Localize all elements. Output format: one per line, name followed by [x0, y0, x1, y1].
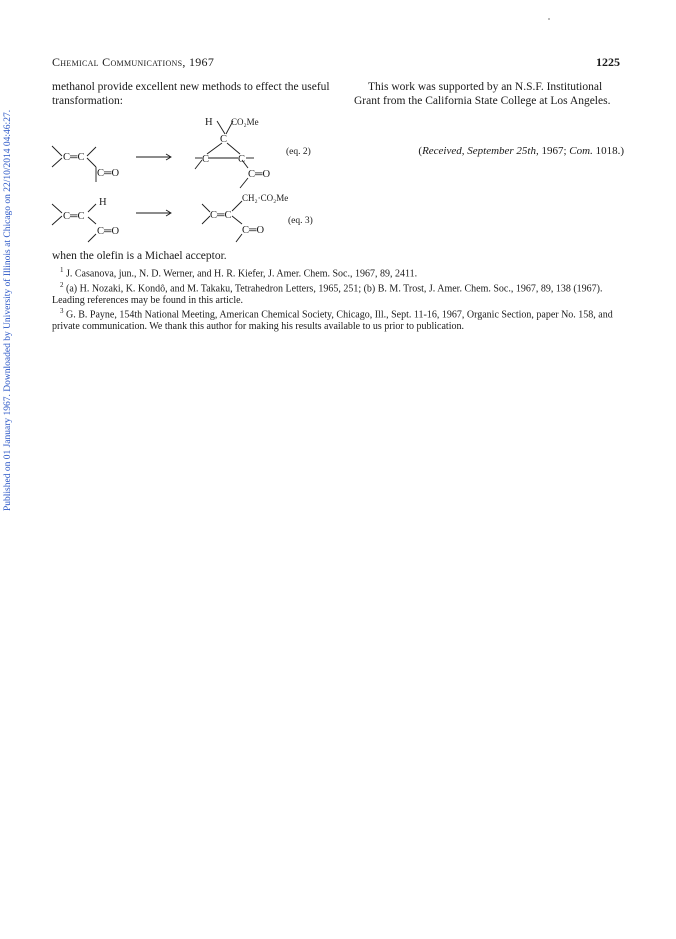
received-date: Received, September 25th, — [422, 145, 539, 157]
acknowledgement-text: This work was supported by an N.S.F. Institutional Grant from the California State College at Los Angeles. — [354, 81, 611, 107]
received-com: Com. — [569, 145, 593, 157]
product-carbonyl-label: C═O — [248, 169, 271, 180]
left-column-text: methanol provide excellent new methods to effect the useful transformation: — [52, 81, 330, 107]
reference-number: 2 — [60, 280, 64, 289]
references-list — [52, 265, 627, 332]
reference-text: J. Casanova, jun., N. D. Werner, and H. R. Kiefer, J. Amer. Chem. Soc., 1967, 89, 2411. — [66, 268, 418, 280]
download-watermark: Published on 01 January 1967. Downloaded by University of Illinois at Chicago on 22/10/2014 04:46:27. — [3, 109, 13, 511]
reference-text: (a) H. Nozaki, K. Kondô, and M. Takaku, Tetrahedron Letters, 1965, 251; (b) B. M. Trost, J. Amer. Chem. Soc., 1967, 89, 138 (1967). Leading references may be found in this article. — [52, 283, 603, 306]
h-label: H — [205, 117, 213, 128]
h-label: H — [99, 197, 107, 208]
bond-line — [52, 158, 62, 167]
bond-line — [217, 121, 225, 134]
reference-item — [52, 280, 627, 306]
reference-number: 1 — [60, 266, 64, 274]
bond-line — [88, 204, 96, 212]
page-number: 1225 — [596, 55, 620, 69]
carbonyl-label: C═O — [97, 226, 120, 237]
eq2-label: (eq. 2) — [286, 147, 311, 157]
carbene-carbon-label: C — [220, 134, 228, 145]
scan-speck — [548, 18, 550, 20]
bond-line — [88, 234, 96, 242]
reaction-scheme — [50, 112, 340, 257]
received-number: 1018.) — [592, 145, 624, 157]
bond-line — [227, 143, 240, 154]
bond-line — [195, 160, 202, 169]
ester-label: CO₂Me — [231, 117, 259, 127]
reference-item — [52, 265, 627, 280]
bond-line — [202, 216, 210, 224]
olefin-label: C═C — [63, 152, 85, 163]
bond-line — [87, 147, 96, 156]
reference-item — [52, 306, 627, 332]
product-carbonyl-label: C═O — [242, 225, 265, 236]
product-olefin-label: C═C — [210, 210, 232, 221]
olefin-label: C═C — [63, 211, 85, 222]
ring-carbon-right: C — [238, 154, 246, 165]
received-open: ( — [418, 145, 423, 157]
reference-number: 3 — [60, 307, 64, 316]
bond-line — [52, 146, 62, 156]
bond-line — [240, 178, 248, 188]
ch2-ester-label: CH₂·CO₂Me — [242, 193, 289, 203]
bond-line — [232, 216, 242, 224]
bond-line — [202, 204, 210, 212]
bond-line — [52, 216, 62, 225]
bond-line — [87, 158, 96, 167]
bond-line — [232, 201, 242, 211]
bond-line — [52, 204, 62, 213]
carbonyl-label: C═O — [97, 168, 120, 179]
running-head: Chemical Communications, 1967 — [52, 55, 215, 69]
closing-sentence: when the olefin is a Michael acceptor. — [52, 250, 227, 262]
scheme-drawing — [50, 112, 340, 252]
received-line — [354, 145, 624, 157]
received-year: 1967; — [538, 145, 570, 157]
reference-text: G. B. Payne, 154th National Meeting, American Chemical Society, Chicago, Ill., Sept. 11-16, 1967, Organic Section, paper No. 158, and private communication. We thank this author for making his results available to us prior to publication. — [52, 309, 613, 332]
bond-line — [88, 217, 96, 224]
ring-carbon-left: C — [202, 154, 210, 165]
eq3-label: (eq. 3) — [288, 216, 313, 226]
